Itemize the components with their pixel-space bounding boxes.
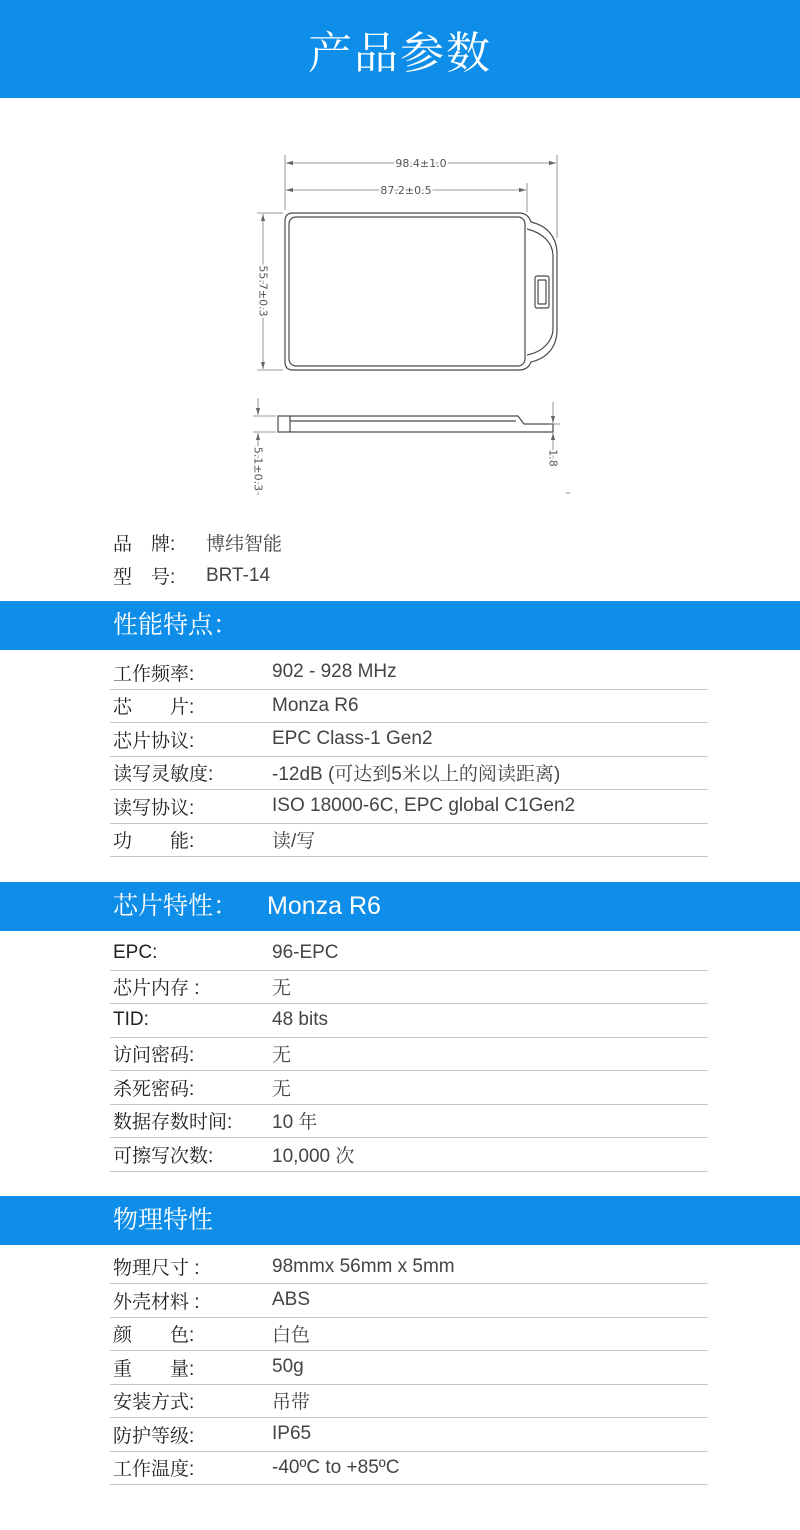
section-title: 性能特点：: [113, 611, 239, 639]
spec-label: 芯片协议:: [113, 730, 195, 752]
model-label: 型 号:: [113, 567, 176, 588]
spec-value: 无: [272, 1045, 292, 1067]
spec-label: 可擦写次数:: [113, 1145, 214, 1167]
spec-value: 50g: [272, 1356, 304, 1378]
spec-value: 98mmx 56mm x 5mm: [272, 1255, 455, 1277]
spec-row: [110, 1418, 708, 1452]
section-header-physical: [0, 1196, 800, 1245]
spec-value: 吊带: [272, 1392, 311, 1414]
spec-label: 颜 色:: [113, 1325, 195, 1347]
physical-spec-table: [110, 1245, 708, 1486]
brand-label: 品 牌:: [113, 534, 176, 555]
spec-value: 10,000 次: [272, 1145, 355, 1167]
spec-label: 安装方式:: [113, 1392, 195, 1414]
spec-row: [110, 723, 708, 757]
spec-value: 无: [272, 978, 292, 1000]
spec-value: Monza R6: [272, 694, 359, 716]
spec-label: 工作温度:: [113, 1459, 195, 1481]
spec-value: ISO 18000-6C, EPC global C1Gen2: [272, 795, 576, 817]
spec-row: [110, 757, 708, 791]
spec-label: 重 量:: [113, 1358, 195, 1380]
model-row: [113, 559, 800, 592]
dim-overall-length-label: 98.4±1.0: [395, 157, 447, 170]
spec-label: 芯 片:: [113, 697, 195, 719]
spec-label: 物理尺寸 :: [113, 1258, 200, 1280]
spec-value: 48 bits: [272, 1009, 328, 1031]
spec-row: [110, 1385, 708, 1419]
product-dimension-drawing: [0, 98, 800, 526]
dim-tab-thickness-label: 1.8: [546, 449, 560, 467]
dim-width-label: 55.7±0.3: [256, 265, 270, 317]
dim-body-length-label: 87.2±0.5: [380, 184, 432, 197]
spec-row: [110, 1038, 708, 1072]
spec-label: 功 能:: [113, 831, 195, 853]
performance-spec-table: [110, 650, 708, 857]
spec-row: [110, 790, 708, 824]
spec-row: [110, 1071, 708, 1105]
section-header-performance: [0, 601, 800, 650]
spec-label: 防护等级:: [113, 1425, 195, 1447]
spec-value: IP65: [272, 1423, 312, 1445]
spec-label: 访问密码:: [113, 1045, 195, 1067]
page-title: 产品参数: [308, 29, 492, 78]
spec-value: 无: [272, 1078, 292, 1100]
spec-value: 10 年: [272, 1112, 318, 1134]
section-title: 芯片特性：: [113, 892, 239, 920]
spec-row: [110, 1004, 708, 1038]
spec-row: [110, 824, 708, 858]
dim-thickness-label: 5.1±0.3: [251, 446, 265, 492]
basic-info: [0, 526, 800, 592]
spec-value: -40ºC to +85ºC: [272, 1456, 400, 1478]
spec-row: [110, 1105, 708, 1139]
spec-row: [110, 1138, 708, 1172]
spec-label: 读写灵敏度:: [113, 764, 214, 786]
spec-label: 数据存数时间:: [113, 1112, 233, 1134]
card-outline: [285, 213, 557, 370]
hanging-tab-slot: [535, 276, 549, 308]
spec-label: 外壳材料 :: [113, 1291, 200, 1313]
spec-row: [110, 690, 708, 724]
spec-label: TID:: [113, 1009, 149, 1031]
hanging-tab-slot-inner: [538, 280, 546, 304]
spec-row: [110, 1452, 708, 1486]
top-banner: [0, 0, 800, 98]
spec-label: 芯片内存 :: [113, 978, 200, 1000]
section-title: 物理特性: [113, 1205, 214, 1234]
spec-row: [110, 971, 708, 1005]
spec-row: [110, 656, 708, 690]
spec-label: EPC:: [113, 942, 158, 964]
spec-label: 工作频率:: [113, 663, 195, 685]
spec-label: 读写协议:: [113, 797, 195, 819]
spec-value: 96-EPC: [272, 942, 339, 964]
spec-row: [110, 1251, 708, 1285]
spec-value: 白色: [272, 1325, 311, 1347]
section-subtitle: Monza R6: [267, 892, 381, 920]
chip-spec-table: [110, 931, 708, 1172]
spec-value: EPC Class-1 Gen2: [272, 728, 433, 750]
spec-value: 读/写: [272, 831, 316, 853]
card-inner-outline: [289, 217, 525, 366]
side-view-outline: [278, 416, 553, 432]
spec-value: -12dB (可达到5米以上的阅读距离): [272, 764, 561, 786]
spec-value: ABS: [272, 1289, 311, 1311]
section-header-chip: [0, 882, 800, 931]
spec-row: [110, 1318, 708, 1352]
model-value: BRT-14: [206, 564, 271, 586]
brand-value: 博纬智能: [206, 534, 283, 555]
spec-label: 杀死密码:: [113, 1078, 195, 1100]
brand-row: [113, 526, 800, 559]
spec-row: [110, 937, 708, 971]
spec-row: [110, 1351, 708, 1385]
spec-row: [110, 1284, 708, 1318]
spec-value: 902 - 928 MHz: [272, 661, 397, 683]
